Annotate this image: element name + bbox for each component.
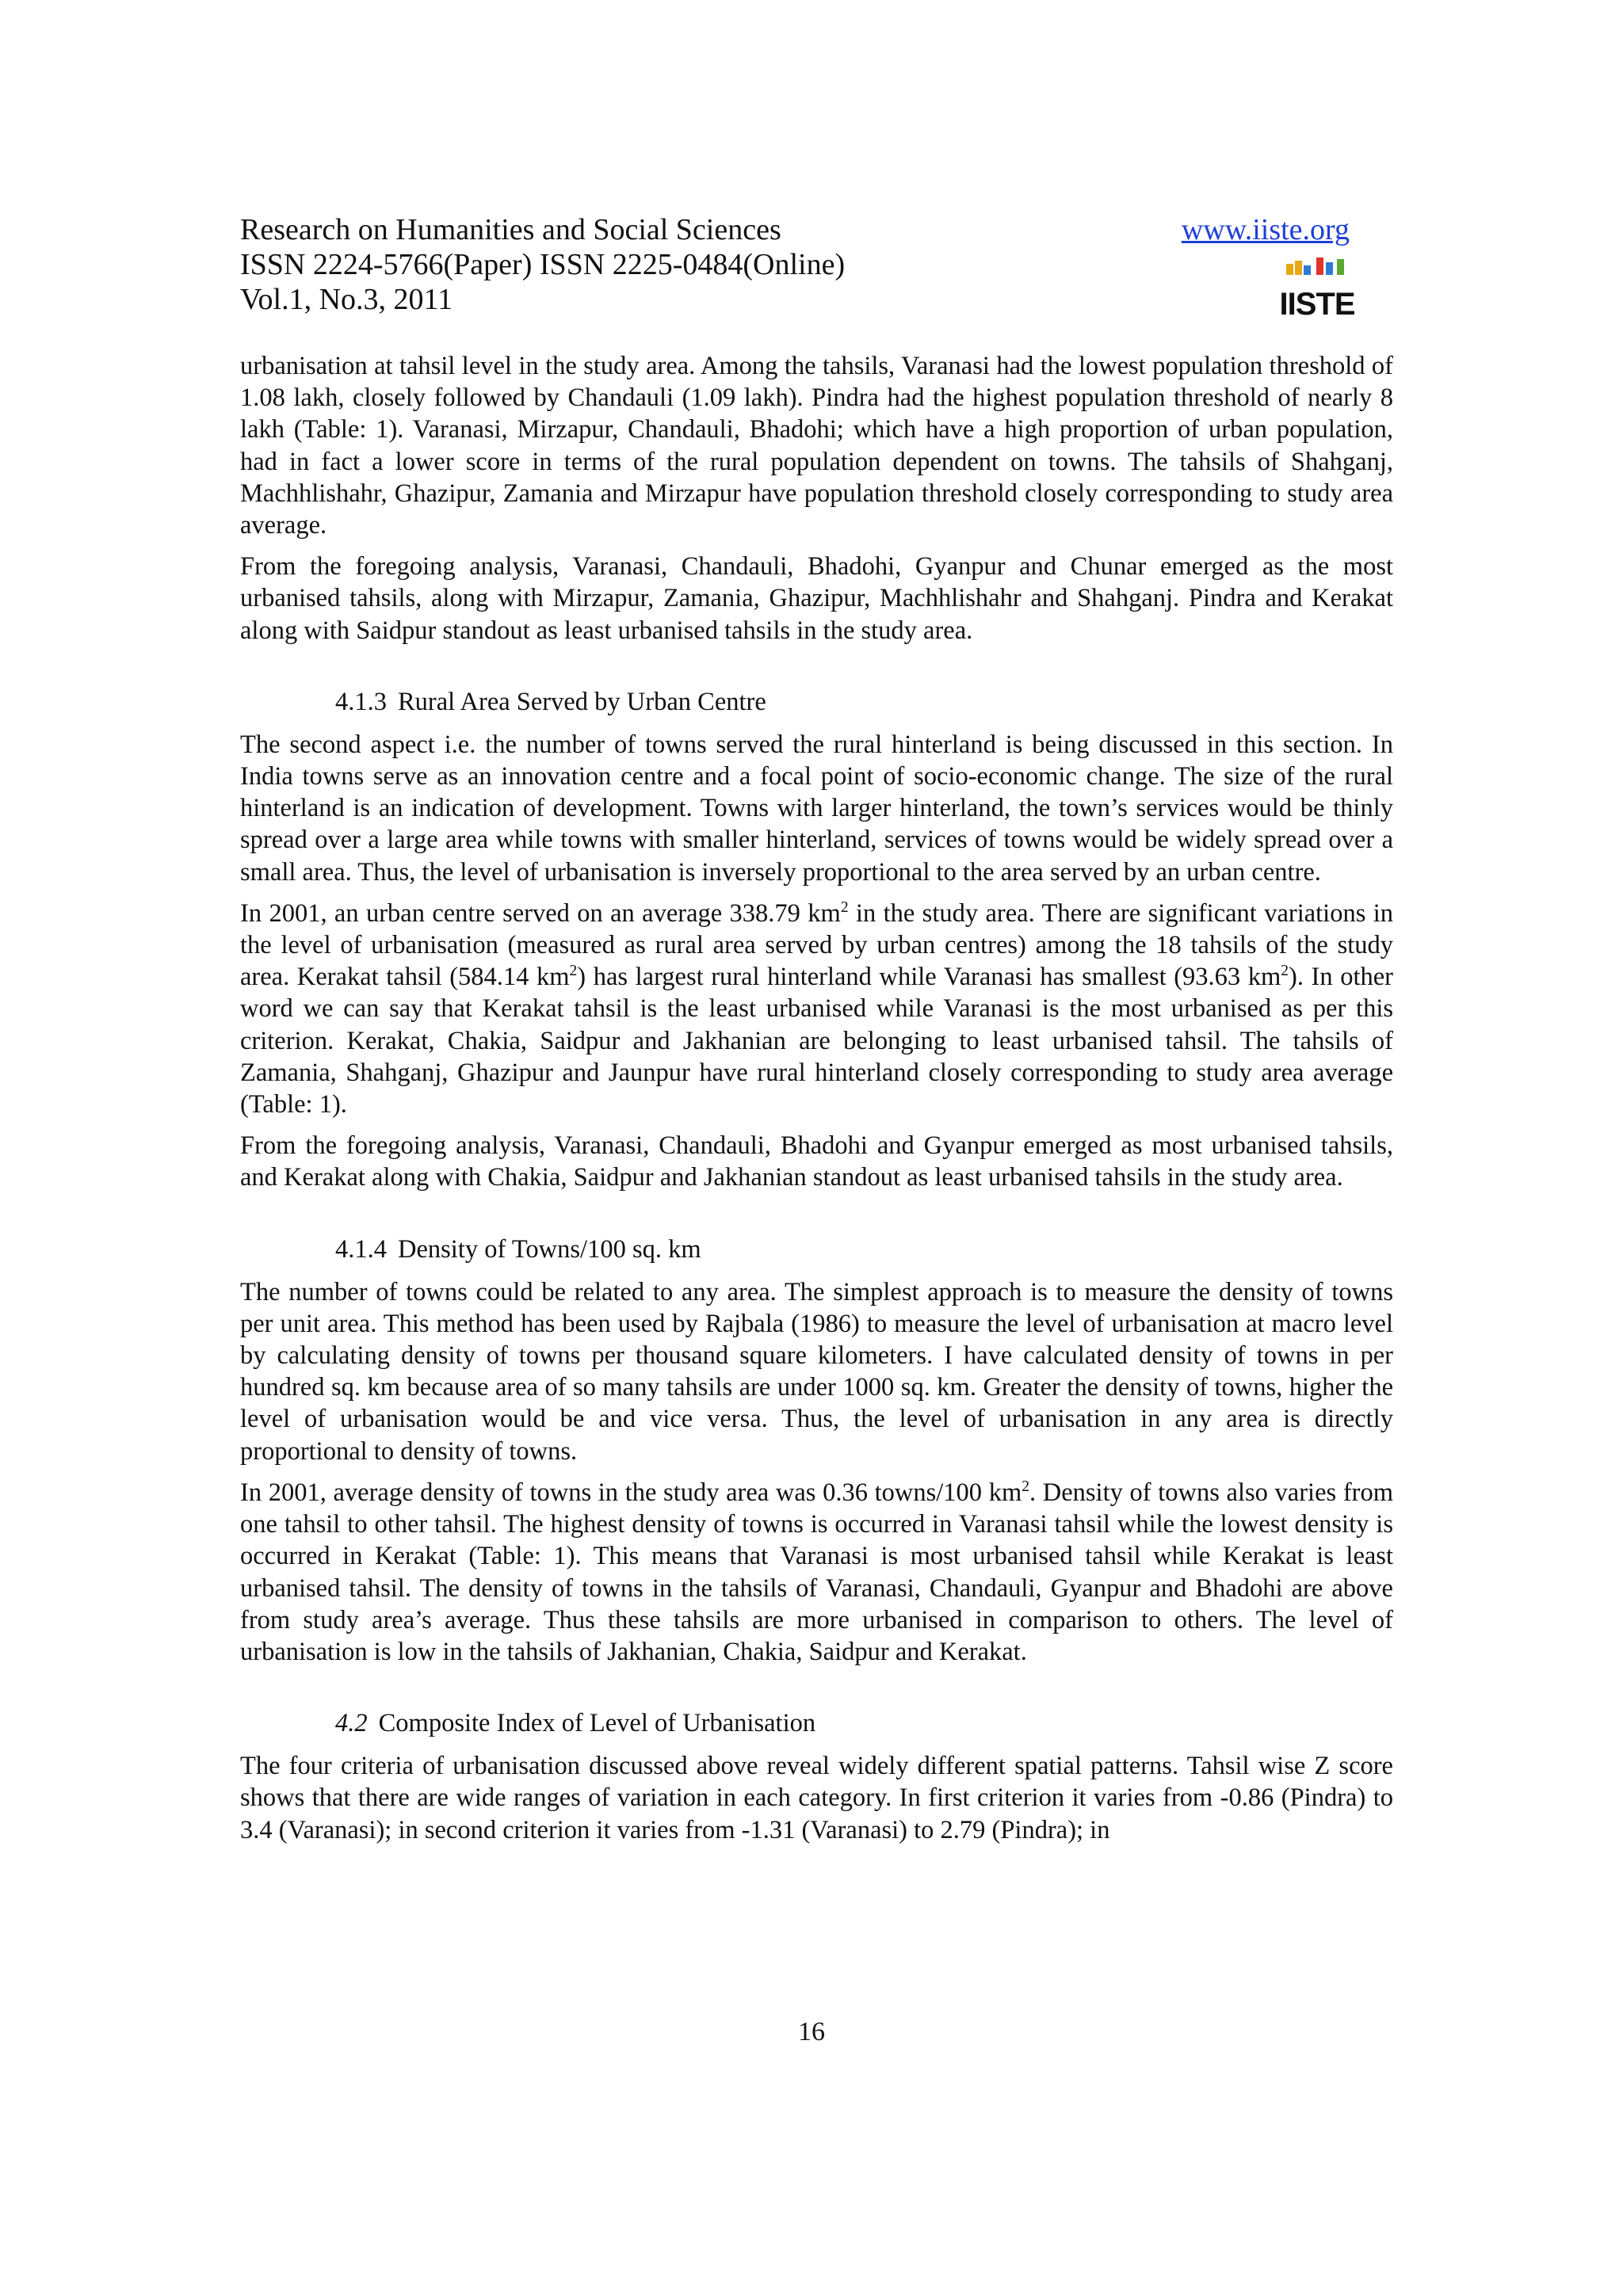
paragraph: From the foregoing analysis, Varanasi, Chandauli, Bhadohi, Gyanpur and Chunar emerged as the most urbanised tahsils, along with Mirzapur, Zamania, Ghazipur, Machhlishahr and Shahganj. Pindra and Kerakat along with Saidpur standout as least urbanised tahsils in the study area.	[240, 552, 1393, 645]
journal-title: Research on Humanities and Social Sciences	[240, 213, 781, 246]
section-number: 4.1.3	[335, 687, 387, 716]
paragraph: The second aspect i.e. the number of towns served the rural hinterland is being discussed in this section. In India towns serve as an innovation centre and a focal point of socio-economic change. The size of the rural hinterland is an indication of development. Towns with larger hinterland, the town’s services would be thinly spread over a large area while towns with smaller hinterland, services of towns would be widely spread over a small area. Thus, the level of urbanisation is inversely proportional to the area served by an urban centre.	[240, 730, 1393, 887]
paragraph: In 2001, average density of towns in the study area was 0.36 towns/100 $km^2$. Density of towns also varies from one tahsil to other tahsil. The highest density of towns is occurred in Varanasi tahsil while the lowest density is occurred in Kerakat (Table: 1). This means that Varanasi is most urbanised tahsil while Kerakat is least urbanised tahsil. The density of towns in the tahsils of Varanasi, Chandauli, Gyanpur and Bhadohi are above from study area’s average. Thus these tahsils are more urbanised in comparison to others. The level of urbanisation is low in the tahsils of Jakhanian, Chakia, Saidpur and Kerakat.	[240, 1478, 1393, 1666]
section-heading-4-2	[240, 1707, 1393, 1739]
article-body	[240, 350, 1393, 1855]
section-title: Rural Area Served by Urban Centre	[398, 687, 766, 716]
paragraph: The number of towns could be related to any area. The simplest approach is to measure the density of towns per unit area. This method has been used by Rajbala (1986) to measure the level of urbanisation at macro level by calculating density of towns per thousand square kilometers. I have calculated density of towns in per hundred sq. km because area of so many tahsils are under 1000 sq. km. Greater the density of towns, higher the level of urbanisation would be and vice versa. Thus, the level of urbanisation in any area is directly proportional to density of towns.	[240, 1277, 1393, 1466]
section-heading-4-1-3	[240, 686, 1393, 718]
section-heading-4-1-4	[240, 1234, 1393, 1265]
iiste-logo-icon	[1279, 256, 1355, 322]
paragraph: In 2001, an urban centre served on an average 338.79 $km^2$ in the study area. There are significant variations in the level of urbanisation (measured as rural area served by urban centres) among the 18 tahsils of the study area. Kerakat tahsil (584.14 $km^2$) has largest rural hinterland while Varanasi has smallest (93.63 $km^2$). In other word we can say that Kerakat tahsil is the least urbanised while Varanasi is the most urbanised as per this criterion. Kerakat, Chakia, Saidpur and Jakhanian are belonging to least urbanised tahsil. The tahsils of Zamania, Shahganj, Ghazipur and Jaunpur have rural hinterland closely corresponding to study area average (Table: 1).	[240, 898, 1394, 1119]
journal-header	[240, 212, 1355, 323]
logo-text: IISTE	[1279, 287, 1355, 322]
journal-volume: Vol.1, No.3, 2011	[240, 283, 453, 316]
section-number: 4.2	[335, 1709, 368, 1738]
paragraph: From the foregoing analysis, Varanasi, Chandauli, Bhadohi and Gyanpur emerged as most urbanised tahsils, and Kerakat along with Chakia, Saidpur and Jakhanian standout as least urbanised tahsils in the study area.	[240, 1131, 1393, 1192]
page-number: 16	[798, 2017, 825, 2046]
website-link[interactable]: www.iiste.org	[1181, 213, 1350, 246]
paragraph: urbanisation at tahsil level in the study area. Among the tahsils, Varanasi had the lowest population threshold of 1.08 lakh, closely followed by Chandauli (1.09 lakh). Pindra had the highest population threshold of nearly 8 lakh (Table: 1). Varanasi, Mirzapur, Chandauli, Bhadohi; which have a high proportion of urban population, had in fact a lower score in terms of the rural population dependent on towns. The tahsils of Shahganj, Machhlishahr, Ghazipur, Zamania and Mirzapur have population threshold closely corresponding to study area average.	[240, 352, 1393, 540]
journal-issn: ISSN 2224-5766(Paper) ISSN 2225-0484(Online)	[240, 248, 846, 281]
journal-branding	[1159, 212, 1350, 247]
paragraph: The four criteria of urbanisation discussed above reveal widely different spatial patterns. Tahsil wise Z score shows that there are wide ranges of variation in each category. In first criterion it varies from -0.86 (Pindra) to 3.4 (Varanasi); in second criterion it varies from -1.31 (Varanasi) to 2.79 (Pindra); in	[240, 1752, 1393, 1844]
section-title: Density of Towns/100 sq. km	[398, 1234, 701, 1264]
section-title: Composite Index of Level of Urbanisation	[378, 1709, 816, 1738]
section-number: 4.1.4	[335, 1234, 387, 1264]
journal-info	[240, 212, 845, 317]
